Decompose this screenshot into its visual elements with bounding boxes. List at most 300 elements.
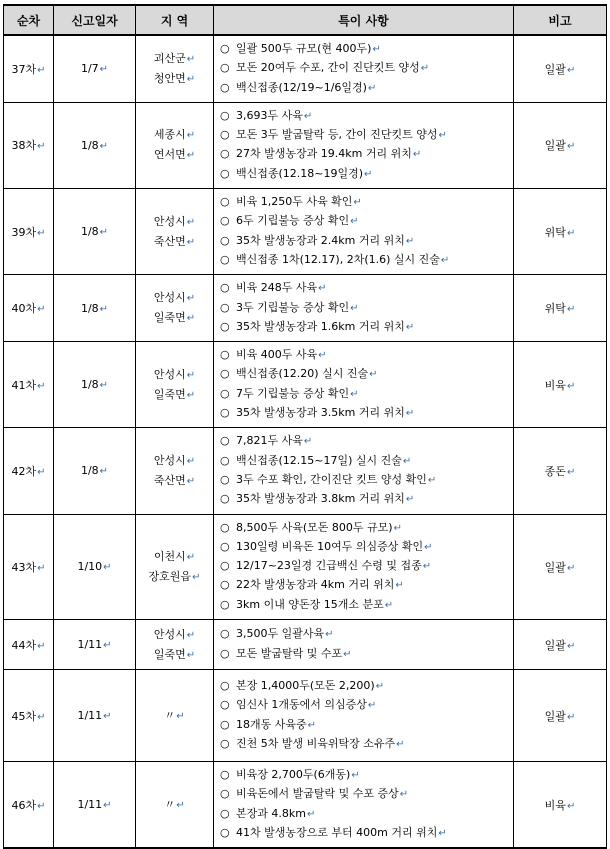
table-row [4,35,607,102]
note-item [220,79,509,98]
seq-value: 39차 [11,225,37,239]
paragraph-mark: ↵ [186,130,196,142]
paragraph-mark: ↵ [186,313,196,325]
region-text: 안성시 [153,291,186,305]
paragraph-mark: ↵ [422,561,432,573]
paragraph-mark: ↵ [367,700,377,712]
paragraph-mark: ↵ [186,53,196,65]
remark-cell [514,189,607,275]
date-cell [54,275,136,342]
paragraph-mark: ↵ [99,227,109,239]
note-text: 35차 발생농장과 3.8km 거리 위치 [236,492,405,506]
seq-cell [4,275,54,342]
bullet-circle-icon: ○ [220,825,230,839]
note-item [220,432,509,451]
note-text: 130일령 비육돈 10여두 의심증상 확인 [236,539,424,553]
date-value: 1/8 [80,301,99,315]
paragraph-mark: ↵ [364,168,373,180]
region-cell [136,620,214,670]
bullet-circle-icon: ○ [220,281,230,295]
note-item [220,107,509,126]
bullet-circle-icon: ○ [220,406,230,420]
note-item [220,576,509,595]
paragraph-mark: ↵ [307,719,317,731]
paragraph-mark: ↵ [37,141,46,153]
note-text: 비육 1,250두 사육 확인 [236,195,353,209]
paragraph-mark: ↵ [103,711,112,723]
paragraph-mark: ↵ [353,197,362,209]
region-line [136,365,213,385]
paragraph-mark: ↵ [350,216,359,228]
region-line [136,567,213,587]
bullet-circle-icon: ○ [220,108,230,122]
note-text: 본장 1,4000두(모돈 2,200) [236,678,375,692]
seq-cell [4,514,54,619]
header-notes: 특이 사항 [214,5,514,35]
paragraph-mark: ↵ [37,380,46,392]
bullet-circle-icon: ○ [220,386,230,400]
paragraph-mark: ↵ [566,466,576,478]
paragraph-mark: ↵ [99,466,109,478]
note-text: 모돈 3두 발굽탈락 등, 간이 진단킷트 양성 [236,128,438,142]
note-text: 임신사 1개동에서 의심증상 [236,698,367,712]
bullet-circle-icon: ○ [220,195,230,209]
note-item [220,40,509,59]
remark-cell [514,342,607,428]
paragraph-mark: ↵ [186,73,196,85]
note-text: 3,693두 사육 [236,108,303,122]
paragraph-mark: ↵ [402,455,412,467]
paragraph-mark: ↵ [438,130,447,142]
note-item [220,193,509,212]
date-cell [54,670,136,762]
paragraph-mark: ↵ [395,580,404,592]
region-text: 세종시 [153,128,186,142]
region-cell [136,189,214,275]
bullet-circle-icon: ○ [220,578,230,592]
table-row [4,762,607,849]
paragraph-mark: ↵ [37,640,46,652]
region-text: 안성시 [153,214,186,228]
paragraph-mark: ↵ [99,380,109,392]
seq-value: 44차 [11,638,37,652]
table-row [4,620,607,670]
note-item [220,805,509,824]
seq-value: 40차 [11,302,37,316]
remark-cell [514,514,607,619]
bullet-circle-icon: ○ [220,787,230,801]
paragraph-mark: ↵ [37,466,46,478]
header-date: 신고일자 [54,5,136,35]
bullet-circle-icon: ○ [220,61,230,75]
bullet-circle-icon: ○ [220,698,230,712]
date-value: 1/11 [77,798,103,812]
remark-cell [514,35,607,102]
region-line [136,795,213,815]
bullet-circle-icon: ○ [220,492,230,506]
paragraph-mark: ↵ [566,640,576,652]
paragraph-mark: ↵ [440,254,450,266]
note-text: 3두 기립불능 증상 확인 [236,300,350,314]
paragraph-mark: ↵ [186,649,196,661]
note-text: 백신접종(12.20) 실시 진술 [236,367,369,381]
note-item [220,145,509,164]
paragraph-mark: ↵ [369,369,378,381]
table-row [4,428,607,514]
date-value: 1/8 [80,225,99,239]
notes-cell [214,189,514,275]
region-cell [136,35,214,102]
seq-cell [4,620,54,670]
paragraph-mark: ↵ [405,408,415,420]
bullet-circle-icon: ○ [220,233,230,247]
note-item [220,365,509,384]
table-body [4,35,607,848]
note-item [220,452,509,471]
region-text: 안성시 [153,627,186,641]
paragraph-mark: ↵ [566,380,576,392]
header-remark: 비고 [514,5,607,35]
note-text: 비육 400두 사육 [236,348,318,362]
remark-cell [514,670,607,762]
paragraph-mark: ↵ [176,710,185,722]
seq-cell [4,189,54,275]
paragraph-mark: ↵ [37,800,46,812]
paragraph-mark: ↵ [566,562,576,574]
remark-value: 일괄 [544,139,566,153]
region-line [136,145,213,165]
note-item [220,696,509,715]
note-text: 비육 248두 사육 [236,281,318,295]
paragraph-mark: ↵ [318,350,327,362]
region-cell [136,762,214,849]
paragraph-mark: ↵ [37,64,46,76]
region-text: 연서면 [153,148,186,162]
paragraph-mark: ↵ [303,110,313,122]
paragraph-mark: ↵ [306,808,316,820]
paragraph-mark: ↵ [375,680,385,692]
bullet-circle-icon: ○ [220,128,230,142]
paragraph-mark: ↵ [37,711,46,723]
region-line [136,547,213,567]
paragraph-mark: ↵ [350,302,359,314]
note-text: 35차 발생농장과 3.5km 거리 위치 [236,406,405,420]
date-value: 1/11 [77,709,103,723]
date-cell [54,35,136,102]
region-text: 죽산면 [153,473,186,487]
note-text: 백신접종(12/19~1/6일경) [236,80,367,94]
notes-cell [214,342,514,428]
bullet-circle-icon: ○ [220,214,230,228]
paragraph-mark: ↵ [566,141,576,153]
region-text: 안성시 [153,453,186,467]
date-cell [54,762,136,849]
note-text: 비육장 2,700두(6개동) [236,768,351,782]
note-item [220,538,509,557]
region-line [136,49,213,69]
header-seq: 순차 [4,5,54,35]
date-value: 1/8 [80,138,99,152]
date-cell [54,428,136,514]
remark-value: 일괄 [544,709,566,723]
note-item [220,824,509,843]
note-text: 8,500두 사육(모돈 800두 규모) [236,520,393,534]
note-item [220,735,509,754]
table-row [4,514,607,619]
seq-cell [4,428,54,514]
paragraph-mark: ↵ [186,150,196,162]
bullet-circle-icon: ○ [220,367,230,381]
paragraph-mark: ↵ [99,64,109,76]
table-row [4,189,607,275]
note-text: 3km 이내 양돈장 15개소 분포 [236,597,384,611]
date-cell [54,342,136,428]
paragraph-mark: ↵ [566,227,576,239]
bullet-circle-icon: ○ [220,717,230,731]
paragraph-mark: ↵ [37,562,46,574]
table-row [4,102,607,188]
paragraph-mark: ↵ [566,800,576,812]
paragraph-mark: ↵ [192,571,201,583]
paragraph-mark: ↵ [176,799,185,811]
paragraph-mark: ↵ [405,494,415,506]
region-line [136,645,213,665]
paragraph-mark: ↵ [405,321,415,333]
note-text: 백신접종(12.18~19일경) [236,166,364,180]
bullet-circle-icon: ○ [220,472,230,486]
bullet-circle-icon: ○ [220,736,230,750]
date-value: 1/11 [77,638,103,652]
paragraph-mark: ↵ [396,738,405,750]
note-item [220,471,509,490]
paragraph-mark: ↵ [103,640,112,652]
paragraph-mark: ↵ [420,63,430,75]
region-cell [136,670,214,762]
note-text: 본장과 4.8km [236,806,306,820]
paragraph-mark: ↵ [186,389,196,401]
note-text: 35차 발생농장과 1.6km 거리 위치 [236,319,405,333]
note-item [220,318,509,337]
paragraph-mark: ↵ [186,475,196,487]
paragraph-mark: ↵ [393,522,402,534]
bullet-circle-icon: ○ [220,166,230,180]
paragraph-mark: ↵ [343,648,352,660]
notes-cell [214,670,514,762]
paragraph-mark: ↵ [325,629,334,641]
note-item [220,645,509,664]
paragraph-mark: ↵ [186,293,196,305]
note-item [220,279,509,298]
note-item [220,251,509,270]
bullet-circle-icon: ○ [220,627,230,641]
note-item [220,126,509,145]
region-cell [136,514,214,619]
note-text: 백신접종(12.15~17일) 실시 진술 [236,453,402,467]
region-line [136,212,213,232]
region-line [136,69,213,89]
notes-cell [214,35,514,102]
region-line [136,625,213,645]
note-text: 6두 기립불능 증상 확인 [236,214,350,228]
note-item [220,212,509,231]
note-text: 7두 기립불능 증상 확인 [236,386,350,400]
table-row [4,342,607,428]
paragraph-mark: ↵ [566,64,576,76]
remark-value: 일괄 [544,62,566,76]
paragraph-mark: ↵ [99,140,109,152]
paragraph-mark: ↵ [424,541,433,553]
remark-value: 일괄 [544,560,566,574]
note-text: 일괄 500두 규모(현 400두) [236,42,372,55]
note-text: 35차 발생농장과 2.4km 거리 위치 [236,233,405,247]
date-value: 1/8 [80,378,99,392]
note-text: 7,821두 사육 [236,434,303,448]
seq-value: 42차 [11,464,37,478]
date-cell [54,620,136,670]
note-text: 3,500두 일괄사육 [236,627,325,641]
remark-value: 비육 [544,378,566,392]
date-cell [54,189,136,275]
paragraph-mark: ↵ [186,369,196,381]
header-row [4,5,607,35]
region-cell [136,342,214,428]
date-value: 1/7 [80,62,99,76]
region-cell [136,275,214,342]
bullet-circle-icon: ○ [220,678,230,692]
remark-cell [514,762,607,849]
note-item [220,299,509,318]
note-text: 22차 발생농장과 4km 거리 위치 [236,578,395,592]
remark-cell [514,428,607,514]
notes-cell [214,428,514,514]
bullet-circle-icon: ○ [220,319,230,333]
region-text: 이천시 [153,549,186,563]
paragraph-mark: ↵ [350,388,359,400]
paragraph-mark: ↵ [103,800,112,812]
note-text: 비육돈에서 발굽탈락 및 수포 증상 [236,787,399,801]
region-cell [136,102,214,188]
notes-cell [214,102,514,188]
date-value: 1/8 [80,464,99,478]
region-text: 괴산군 [153,51,186,65]
seq-value: 43차 [11,560,37,574]
notes-cell [214,762,514,849]
note-text: 모돈 발굽탈락 및 수포 [236,646,343,660]
region-line [136,385,213,405]
seq-value: 38차 [11,139,37,153]
seq-cell [4,342,54,428]
bullet-circle-icon: ○ [220,646,230,660]
note-item [220,716,509,735]
region-text: 안성시 [153,367,186,381]
region-text: 〃 [164,797,176,811]
paragraph-mark: ↵ [367,82,377,94]
outbreak-table [3,4,607,849]
paragraph-mark: ↵ [384,599,394,611]
note-item [220,165,509,184]
seq-cell [4,670,54,762]
note-item [220,346,509,365]
bullet-circle-icon: ○ [220,806,230,820]
note-text: 41차 발생농장으로 부터 400m 거리 위치 [236,825,438,839]
paragraph-mark: ↵ [37,227,46,239]
note-item [220,232,509,251]
region-line [136,308,213,328]
paragraph-mark: ↵ [303,436,313,448]
bullet-circle-icon: ○ [220,453,230,467]
date-cell [54,514,136,619]
region-line [136,232,213,252]
note-text: 18개동 사육중 [236,717,307,731]
paragraph-mark: ↵ [399,789,409,801]
note-text: 백신접종 1차(12.17), 2차(1.6) 실시 진술 [236,252,440,266]
region-line [136,125,213,145]
paragraph-mark: ↵ [566,304,576,316]
region-cell [136,428,214,514]
bullet-circle-icon: ○ [220,252,230,266]
paragraph-mark: ↵ [186,455,196,467]
remark-value: 비육 [544,798,566,812]
note-item [220,385,509,404]
seq-cell [4,35,54,102]
region-text: 청안면 [153,71,186,85]
region-text: 〃 [164,708,176,722]
note-item [220,625,509,644]
remark-cell [514,620,607,670]
header-region: 지 역 [136,5,214,35]
note-text: 12/17~23일경 긴급백신 수령 및 접종 [236,559,422,573]
paragraph-mark: ↵ [186,551,196,563]
bullet-circle-icon: ○ [220,80,230,94]
bullet-circle-icon: ○ [220,597,230,611]
note-item [220,557,509,576]
table-row [4,670,607,762]
region-text: 일죽면 [153,311,186,325]
note-item [220,596,509,615]
notes-cell [214,620,514,670]
outbreak-table-container [3,4,607,849]
region-line [136,288,213,308]
remark-cell [514,102,607,188]
remark-value: 종돈 [544,464,566,478]
region-line [136,706,213,726]
seq-value: 37차 [11,62,37,76]
date-value: 1/10 [77,560,103,574]
paragraph-mark: ↵ [186,236,196,248]
remark-value: 위탁 [544,225,566,239]
seq-cell [4,102,54,188]
table-row [4,275,607,342]
region-text: 장호원읍 [148,569,192,583]
remark-value: 위탁 [544,302,566,316]
paragraph-mark: ↵ [412,149,422,161]
remark-value: 일괄 [544,638,566,652]
seq-cell [4,762,54,849]
note-item [220,59,509,78]
bullet-circle-icon: ○ [220,520,230,534]
remark-cell [514,275,607,342]
seq-value: 45차 [11,709,37,723]
seq-value: 41차 [11,378,37,392]
bullet-circle-icon: ○ [220,300,230,314]
paragraph-mark: ↵ [405,235,415,247]
paragraph-mark: ↵ [99,303,109,315]
note-text: 27차 발생농장과 19.4km 거리 위치 [236,147,412,161]
bullet-circle-icon: ○ [220,348,230,362]
region-line [136,451,213,471]
notes-cell [214,514,514,619]
paragraph-mark: ↵ [318,283,327,295]
